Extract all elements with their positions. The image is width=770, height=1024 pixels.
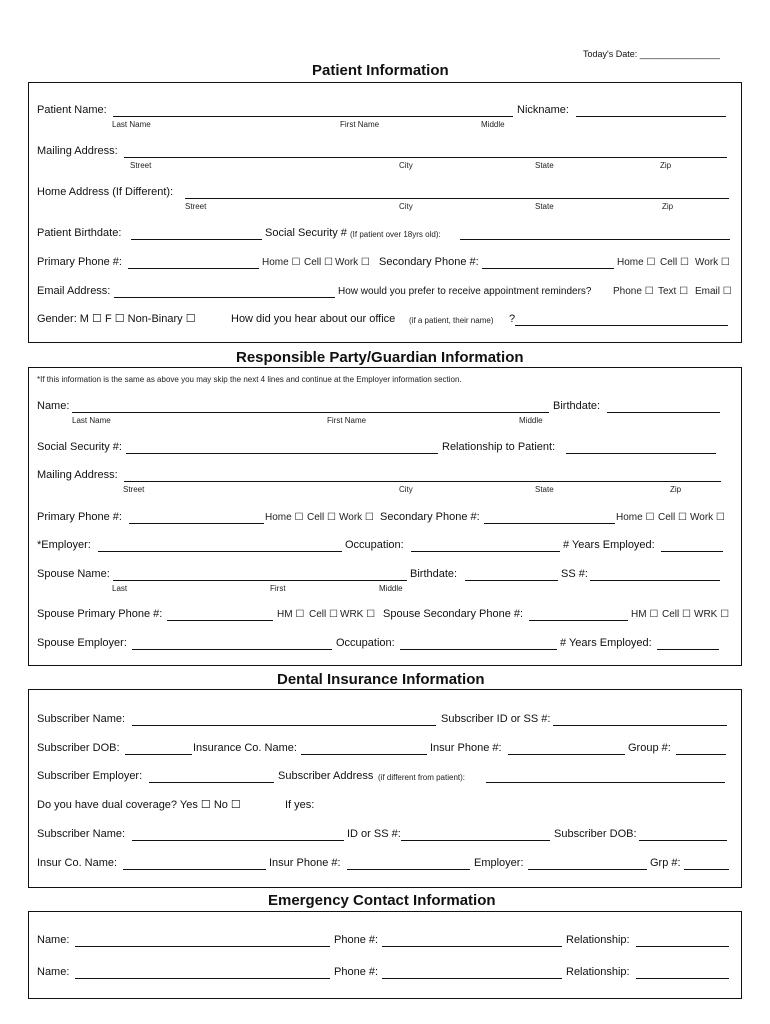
hint-street: Street (123, 485, 145, 494)
resp-birthdate-label: Birthdate: (553, 400, 601, 412)
id-ss-field[interactable] (401, 840, 550, 841)
hint-state: State (535, 161, 554, 170)
nickname-label: Nickname: (517, 104, 569, 116)
primary-phone-label: Primary Phone #: (37, 256, 122, 268)
hint-zip: Zip (670, 485, 682, 494)
resp-secondary-phone-field[interactable] (484, 523, 615, 524)
spouse-primary-cell-checkbox[interactable]: Cell ☐ (309, 609, 338, 620)
relationship-field[interactable] (566, 453, 716, 454)
insur-co-label: Insur Co. Name: (37, 857, 118, 869)
insur-phone-field[interactable] (508, 754, 625, 755)
secondary-work-checkbox[interactable]: Work ☐ (695, 257, 730, 268)
hint-middle: Middle (519, 416, 543, 425)
sub2-name-label: Subscriber Name: (37, 828, 126, 840)
hear-about-field[interactable] (515, 325, 728, 326)
primary-phone-field[interactable] (128, 268, 259, 269)
hint-zip: Zip (660, 161, 672, 170)
insur-phone2-field[interactable] (347, 869, 470, 870)
hint-last-name: Last Name (112, 120, 151, 129)
years-employed-label: # Years Employed: (563, 539, 655, 551)
spouse-birthdate-label: Birthdate: (410, 568, 458, 580)
resp-secondary-work-checkbox[interactable]: Work ☐ (690, 512, 725, 523)
mailing-address-field[interactable] (124, 157, 727, 158)
grp-field[interactable] (684, 869, 729, 870)
secondary-phone-label: Secondary Phone #: (379, 256, 479, 268)
section-title-responsible: Responsible Party/Guardian Information (236, 349, 524, 366)
primary-cell-checkbox[interactable]: Cell ☐ (304, 257, 333, 268)
hint-middle: Middle (379, 584, 403, 593)
insur-phone2-label: Insur Phone #: (269, 857, 341, 869)
subscriber-id-label: Subscriber ID or SS #: (441, 713, 551, 725)
spouse-employer-field[interactable] (132, 649, 332, 650)
spouse-birthdate-field[interactable] (465, 580, 558, 581)
subscriber-dob-field[interactable] (125, 754, 192, 755)
emergency-relationship-field-2[interactable] (636, 978, 729, 979)
spouse-primary-wrk-checkbox[interactable]: WRK ☐ (340, 609, 376, 620)
resp-secondary-home-checkbox[interactable]: Home ☐ (616, 512, 655, 523)
insurance-co-label: Insurance Co. Name: (193, 742, 297, 754)
secondary-home-checkbox[interactable]: Home ☐ (617, 257, 656, 268)
spouse-occupation-field[interactable] (400, 649, 557, 650)
resp-birthdate-field[interactable] (607, 412, 720, 413)
employer2-field[interactable] (528, 869, 647, 870)
todays-date: Today's Date: ________________ (583, 49, 720, 59)
insur-co-field[interactable] (123, 869, 266, 870)
resp-ssn-field[interactable] (126, 453, 438, 454)
resp-mailing-field[interactable] (124, 481, 721, 482)
subscriber-address-label: Subscriber Address (278, 770, 374, 782)
subscriber-address-field[interactable] (486, 782, 725, 783)
home-address-field[interactable] (185, 198, 729, 199)
hint-first-name: First Name (327, 416, 367, 425)
nickname-field[interactable] (576, 116, 726, 117)
spouse-secondary-hm-checkbox[interactable]: HM ☐ (631, 609, 659, 620)
spouse-years-field[interactable] (657, 649, 719, 650)
hint-last-name: Last Name (72, 416, 111, 425)
hint-city: City (399, 485, 413, 494)
hint-city: City (399, 161, 413, 170)
dual-coverage-options[interactable]: Do you have dual coverage? Yes ☐ No ☐ (37, 799, 241, 811)
gender-options[interactable]: Gender: M ☐ F ☐ Non-Binary ☐ (37, 313, 196, 325)
hint-state: State (535, 485, 554, 494)
hint-street: Street (185, 202, 207, 211)
emergency-phone-field-2[interactable] (382, 978, 562, 979)
spouse-years-label: # Years Employed: (560, 637, 652, 649)
hint-city: City (399, 202, 413, 211)
sub2-dob-label: Subscriber DOB: (554, 828, 637, 840)
subscriber-name-label: Subscriber Name: (37, 713, 126, 725)
resp-primary-home-checkbox[interactable]: Home ☐ (265, 512, 304, 523)
insurance-co-field[interactable] (301, 754, 427, 755)
mailing-address-label: Mailing Address: (37, 145, 118, 157)
emergency-phone-label-2: Phone #: (334, 966, 379, 978)
spouse-secondary-wrk-checkbox[interactable]: WRK ☐ (694, 609, 730, 620)
reminder-phone-checkbox[interactable]: Phone ☐ (613, 286, 654, 297)
grp-label: Grp #: (650, 857, 681, 869)
hear-about-q: ? (509, 313, 516, 325)
emergency-phone-label-1: Phone #: (334, 934, 379, 946)
email-label: Email Address: (37, 285, 111, 297)
insurance-section-box (28, 689, 742, 888)
group-field[interactable] (676, 754, 726, 755)
ssn-field[interactable] (460, 239, 730, 240)
emergency-name-label-1: Name: (37, 934, 70, 946)
secondary-cell-checkbox[interactable]: Cell ☐ (660, 257, 689, 268)
patient-name-field[interactable] (113, 116, 513, 117)
subscriber-id-field[interactable] (553, 725, 727, 726)
responsible-note: *If this information is the same as above you may skip the next 4 lines and continue at the Employer information section. (37, 375, 462, 384)
section-title-emergency: Emergency Contact Information (268, 892, 496, 909)
spouse-ss-label: SS #: (561, 568, 588, 580)
spouse-primary-phone-label: Spouse Primary Phone #: (37, 608, 163, 620)
spouse-occupation-label: Occupation: (336, 637, 395, 649)
group-label: Group #: (628, 742, 671, 754)
spouse-secondary-cell-checkbox[interactable]: Cell ☐ (662, 609, 691, 620)
hear-about-note: (if a patient, their name) (409, 316, 494, 325)
relationship-label: Relationship to Patient: (442, 441, 556, 453)
resp-name-label: Name: (37, 400, 70, 412)
subscriber-name-field[interactable] (132, 725, 436, 726)
reminder-email-checkbox[interactable]: Email ☐ (695, 286, 732, 297)
emergency-section-box (28, 911, 742, 999)
hint-state: State (535, 202, 554, 211)
subscriber-address-note: (if different from patient): (378, 773, 465, 782)
if-yes-label: If yes: (285, 799, 315, 811)
spouse-employer-label: Spouse Employer: (37, 637, 127, 649)
resp-secondary-cell-checkbox[interactable]: Cell ☐ (658, 512, 687, 523)
hear-about-label: How did you hear about our office (231, 313, 396, 325)
resp-primary-cell-checkbox[interactable]: Cell ☐ (307, 512, 336, 523)
spouse-name-label: Spouse Name: (37, 568, 110, 580)
id-ss-label: ID or SS #: (347, 828, 401, 840)
primary-home-checkbox[interactable]: Home ☐ (262, 257, 301, 268)
resp-primary-work-checkbox[interactable]: Work ☐ (339, 512, 374, 523)
home-address-label: Home Address (If Different): (37, 186, 174, 198)
ssn-note: (If patient over 18yrs old): (350, 230, 441, 239)
birthdate-label: Patient Birthdate: (37, 227, 122, 239)
resp-name-field[interactable] (72, 412, 549, 413)
subscriber-employer-label: Subscriber Employer: (37, 770, 143, 782)
hint-street: Street (130, 161, 152, 170)
hint-first: First (270, 584, 286, 593)
birthdate-field[interactable] (131, 239, 262, 240)
emergency-name-label-2: Name: (37, 966, 70, 978)
occupation-field[interactable] (411, 551, 560, 552)
emergency-phone-field-1[interactable] (382, 946, 562, 947)
employer-label: *Employer: (37, 539, 91, 551)
spouse-secondary-phone-field[interactable] (529, 620, 628, 621)
hint-last: Last (112, 584, 128, 593)
primary-work-checkbox[interactable]: Work ☐ (335, 257, 370, 268)
spouse-primary-phone-field[interactable] (167, 620, 273, 621)
resp-secondary-phone-label: Secondary Phone #: (380, 511, 480, 523)
emergency-relationship-label-1: Relationship: (566, 934, 630, 946)
spouse-ss-field[interactable] (590, 580, 720, 581)
hint-zip: Zip (662, 202, 674, 211)
employer2-label: Employer: (474, 857, 524, 869)
section-title-insurance: Dental Insurance Information (277, 671, 485, 688)
patient-name-label: Patient Name: (37, 104, 107, 116)
insur-phone-label: Insur Phone #: (430, 742, 502, 754)
resp-ssn-label: Social Security #: (37, 441, 122, 453)
sub2-dob-field[interactable] (639, 840, 727, 841)
resp-mailing-label: Mailing Address: (37, 469, 118, 481)
reminder-label: How would you prefer to receive appointment reminders? (338, 286, 592, 297)
employer-field[interactable] (98, 551, 342, 552)
occupation-label: Occupation: (345, 539, 404, 551)
subscriber-employer-field[interactable] (149, 782, 274, 783)
spouse-secondary-phone-label: Spouse Secondary Phone #: (383, 608, 524, 620)
section-title-patient: Patient Information (312, 62, 449, 79)
hint-first-name: First Name (340, 120, 380, 129)
subscriber-dob-label: Subscriber DOB: (37, 742, 120, 754)
secondary-phone-field[interactable] (482, 268, 614, 269)
emergency-name-field-1[interactable] (75, 946, 330, 947)
sub2-name-field[interactable] (132, 840, 344, 841)
resp-primary-phone-field[interactable] (129, 523, 264, 524)
spouse-name-field[interactable] (113, 580, 407, 581)
emergency-name-field-2[interactable] (75, 978, 330, 979)
reminder-text-checkbox[interactable]: Text ☐ (658, 286, 689, 297)
email-field[interactable] (114, 297, 335, 298)
spouse-primary-hm-checkbox[interactable]: HM ☐ (277, 609, 305, 620)
ssn-label: Social Security # (265, 227, 347, 239)
resp-primary-phone-label: Primary Phone #: (37, 511, 122, 523)
emergency-relationship-field-1[interactable] (636, 946, 729, 947)
years-employed-field[interactable] (661, 551, 723, 552)
hint-middle: Middle (481, 120, 505, 129)
emergency-relationship-label-2: Relationship: (566, 966, 630, 978)
